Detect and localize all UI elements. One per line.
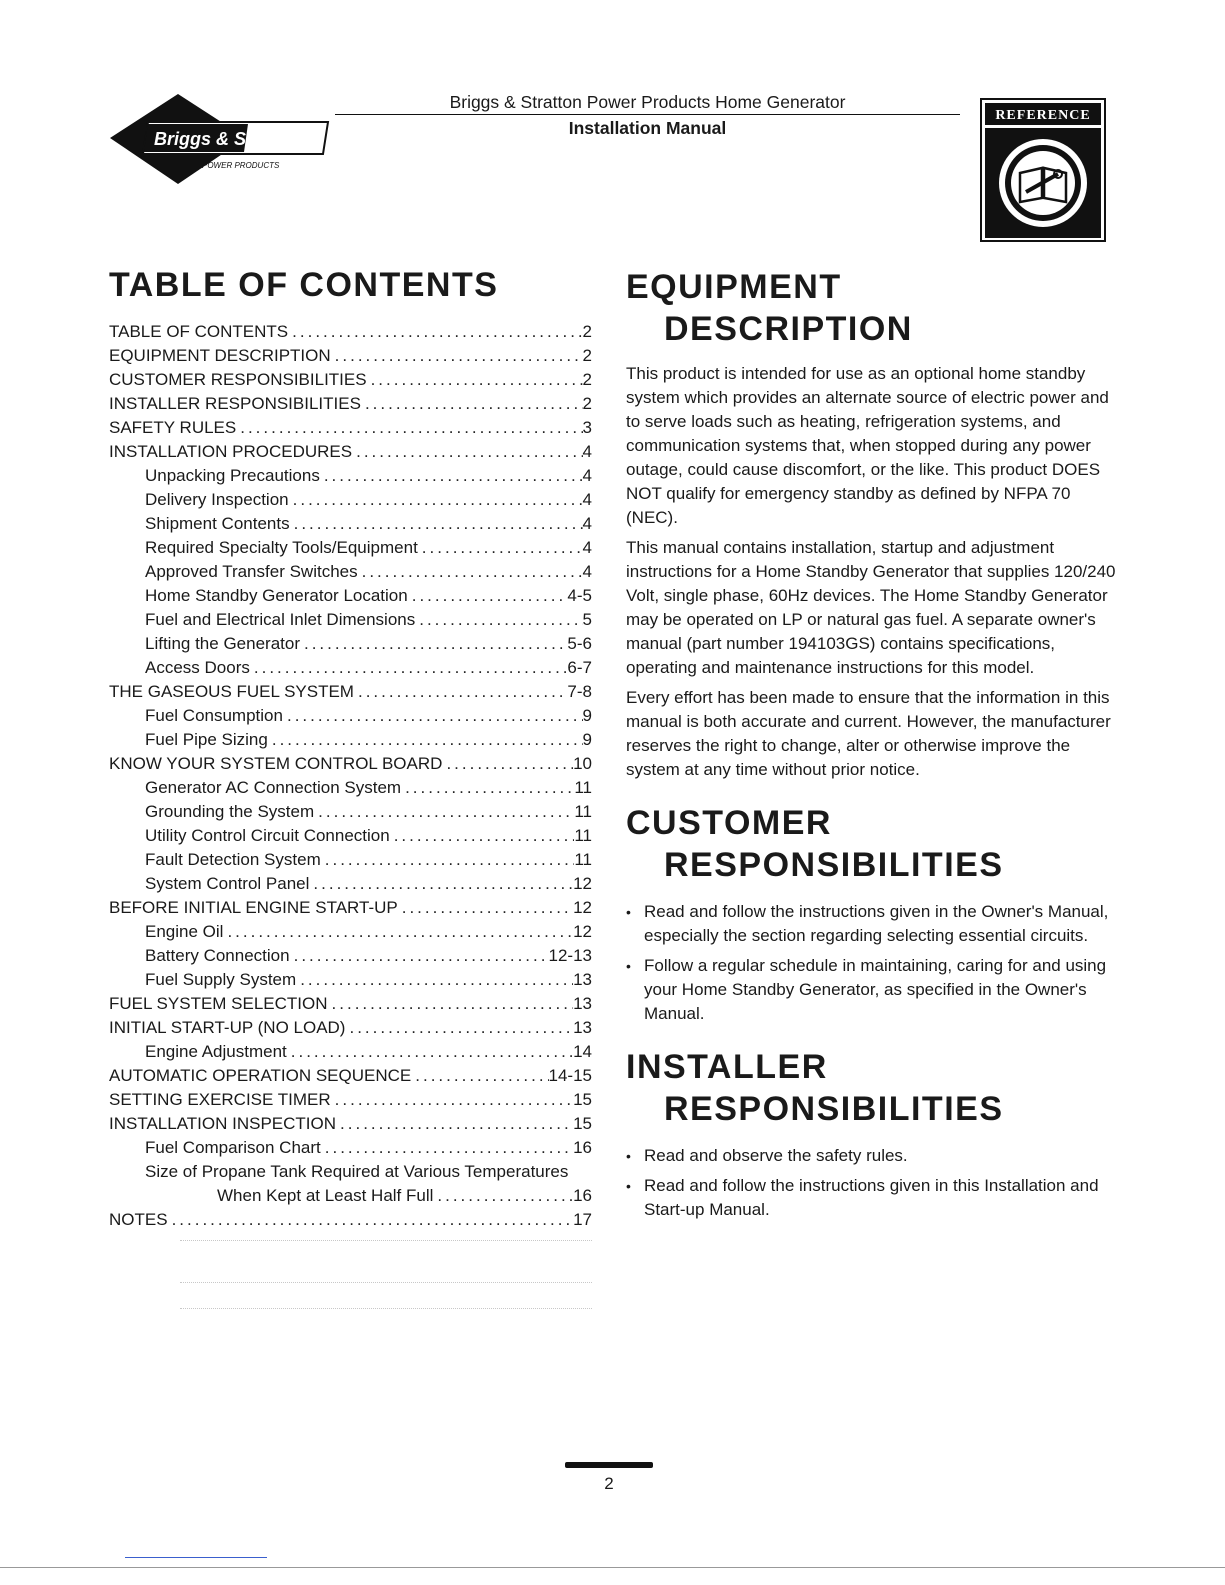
toc-item[interactable]: INSTALLER RESPONSIBILITIES ..... 2 <box>109 394 592 418</box>
toc-subitem[interactable]: Unpacking Precautions ..... 4 <box>109 466 592 490</box>
toc-item[interactable]: INSTALLATION PROCEDURES ..... 4 <box>109 442 592 466</box>
logo-subtext: POWER PRODUCTS <box>202 161 280 170</box>
right-column <box>626 266 1116 1228</box>
page-number: 2 <box>604 1474 614 1493</box>
toc-subitem[interactable]: Size of Propane Tank Required at Various Temperatures <box>145 1162 569 1181</box>
toc-subitem[interactable]: Home Standby Generator Location ..... 4-5 <box>109 586 592 610</box>
faint-dotted-line <box>180 1240 592 1241</box>
installer-bullets <box>626 1144 1116 1222</box>
customer-heading: CUSTOMER <box>626 804 832 842</box>
toc-subitem[interactable]: Engine Adjustment ..... 14 <box>109 1042 592 1066</box>
installer-heading: INSTALLER <box>626 1048 828 1086</box>
toc-subitem[interactable]: Fuel Supply System ..... 13 <box>109 970 592 994</box>
toc-item[interactable]: INSTALLATION INSPECTION ..... 15 <box>109 1114 592 1138</box>
toc-item[interactable]: FUEL SYSTEM SELECTION ..... 13 <box>109 994 592 1018</box>
toc-subitem[interactable]: Fault Detection System ..... 11 <box>109 850 592 874</box>
reference-badge-label: REFERENCE <box>995 108 1091 123</box>
toc-item[interactable]: INITIAL START-UP (NO LOAD) ..... 13 <box>109 1018 592 1042</box>
installer-heading-line2: RESPONSIBILITIES <box>664 1090 1004 1128</box>
toc-item[interactable]: EQUIPMENT DESCRIPTION ..... 2 <box>109 346 592 370</box>
customer-heading-line2: RESPONSIBILITIES <box>664 846 1004 884</box>
toc-item[interactable]: THE GASEOUS FUEL SYSTEM ..... 7-8 <box>109 682 592 706</box>
toc-item[interactable]: AUTOMATIC OPERATION SEQUENCE ..... 14-15 <box>109 1066 592 1090</box>
toc-heading: TABLE OF CONTENTS <box>109 266 499 304</box>
list-item: • Read and follow the instructions given in this Installation and Start-up Manual. <box>626 1174 1116 1222</box>
header-divider <box>335 114 960 115</box>
logo-text: Briggs & Stratton <box>154 129 304 149</box>
toc-subitem[interactable]: Required Specialty Tools/Equipment ..... 4 <box>109 538 592 562</box>
equipment-paragraph: Every effort has been made to ensure that the information in this manual is both accurate and current. However, the manufacturer reserves the right to change, alter or otherwise improve the system at any time without prior notice. <box>626 688 1111 779</box>
book-icon <box>1020 168 1066 202</box>
toc-subitem[interactable]: Fuel Consumption ..... 9 <box>109 706 592 730</box>
toc-subitem[interactable]: Fuel and Electrical Inlet Dimensions ..... 5 <box>109 610 592 634</box>
bottom-link-underline <box>125 1557 267 1558</box>
toc-subitem[interactable]: Approved Transfer Switches ..... 4 <box>109 562 592 586</box>
list-item: • Follow a regular schedule in maintaining, caring for and using your Home Standby Generator, as specified in the Owner's Manual. <box>626 954 1116 1026</box>
faint-dotted-line <box>180 1282 592 1283</box>
toc-item[interactable]: TABLE OF CONTENTS ..... 2 <box>109 322 592 346</box>
toc-subitem[interactable]: System Control Panel ..... 12 <box>109 874 592 898</box>
toc-item[interactable]: KNOW YOUR SYSTEM CONTROL BOARD ..... 10 <box>109 754 592 778</box>
toc-item[interactable]: SETTING EXERCISE TIMER ..... 15 <box>109 1090 592 1114</box>
toc-subitem[interactable]: Access Doors ..... 6-7 <box>109 658 592 682</box>
toc-item[interactable]: CUSTOMER RESPONSIBILITIES ..... 2 <box>109 370 592 394</box>
toc-subitem[interactable]: Delivery Inspection ..... 4 <box>109 490 592 514</box>
toc-item[interactable]: BEFORE INITIAL ENGINE START-UP ..... 12 <box>109 898 592 922</box>
equipment-paragraph: This product is intended for use as an optional home standby system which provides an alternate source of electric power and to serve loads such as heating, refrigeration systems, and communication systems that, when stopped during any power outage, could cause discomfort, or the like. This product DOES NOT qualify for emergency standby as defined by NFPA 70 (NEC). <box>626 364 1109 527</box>
toc-subitem[interactable]: Engine Oil ..... 12 <box>109 922 592 946</box>
equipment-paragraph: This manual contains installation, startup and adjustment instructions for a Home Standby Generator that supplies 120/240 Volt, single phase, 60Hz devices. The Home Standby Generator may be operated on LP or natural gas fuel. A separate owner's manual (part number 194103GS) contains specifications, operating and maintenance instructions for this model. <box>626 538 1116 677</box>
toc-subitem[interactable]: Battery Connection ..... 12-13 <box>109 946 592 970</box>
toc-subitem[interactable]: Fuel Pipe Sizing ..... 9 <box>109 730 592 754</box>
toc-item[interactable]: SAFETY RULES ..... 3 <box>109 418 592 442</box>
equipment-heading-line2: DESCRIPTION <box>664 310 913 348</box>
toc-subitem[interactable]: Utility Control Circuit Connection ..... 11 <box>109 826 592 850</box>
toc-subitem[interactable]: Grounding the System ..... 11 <box>109 802 592 826</box>
list-item: • Read and observe the safety rules. <box>626 1144 1116 1168</box>
page-number-bar <box>565 1462 653 1468</box>
brand-logo <box>108 92 338 186</box>
toc-subitem[interactable]: When Kept at Least Half Full ..... 16 <box>109 1186 592 1210</box>
manual-title: Installation Manual <box>568 118 727 138</box>
toc-subitem[interactable]: Shipment Contents ..... 4 <box>109 514 592 538</box>
customer-bullets <box>626 900 1116 1026</box>
header-brand-line: Briggs & Stratton Power Products Home Generator <box>449 92 846 112</box>
reference-badge <box>980 98 1106 242</box>
toc-subitem[interactable]: Lifting the Generator ..... 5-6 <box>109 634 592 658</box>
toc-list <box>109 322 592 1234</box>
toc-subitem[interactable]: Generator AC Connection System ..... 11 <box>109 778 592 802</box>
toc-item[interactable]: NOTES ..... 17 <box>109 1210 592 1234</box>
toc-subitem[interactable]: Fuel Comparison Chart ..... 16 <box>109 1138 592 1162</box>
equipment-heading: EQUIPMENT <box>626 268 842 306</box>
faint-dotted-line <box>180 1308 592 1309</box>
bottom-divider <box>0 1567 1225 1568</box>
list-item: • Read and follow the instructions given in the Owner's Manual, especially the section regarding selecting essential circuits. <box>626 900 1116 948</box>
